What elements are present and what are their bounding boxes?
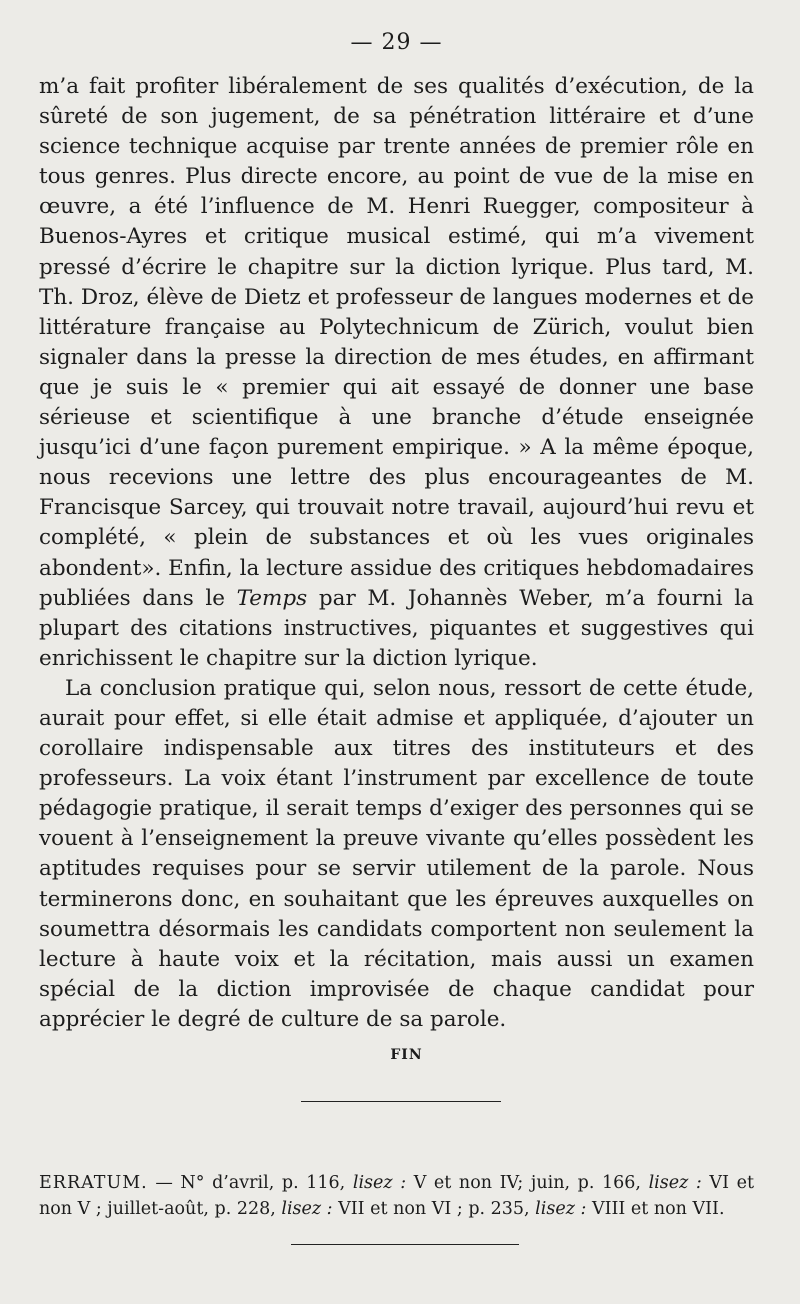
divider-rule: [301, 1101, 501, 1102]
erratum-text-2: V et non IV; juin, p. 166,: [406, 1173, 649, 1193]
paragraph1-text-a: m’a fait profiter libéralement de ses qualités d’exécution, de la sûreté de son jugement, de sa pénétration littéraire et d’une science technique acquise par trente années de premier rôle en tous genres. Plus directe encore, au point de vue de la mise en œuvre, a été l’influence de M. Henri Ruegger, compositeur à Buenos-Ayres et critique musical estimé, qui m’a vivement pressé d’écrire le chapitre sur la diction lyrique. Plus tard, M. Th. Droz, élève de Dietz et professeur de langues modernes et de littérature française au Polytechnicum de Zürich, voulut bien signaler dans la presse la direction de mes études, en affirmant que je suis le « premier qui ait essayé de donner une base sérieuse et scientifique à une branche d’étude enseignée jusqu’ici d’une façon purement empirique. » A la même époque, nous recevions une lettre des plus encourageantes de M. Francisque Sarcey, qui trouvait notre travail, aujourd’hui revu et complété, « plein de substances et où les vues originales abondent». Enfin, la lecture assidue des critiques hebdomadaires publiées dans le: [39, 74, 754, 611]
paragraph1-text-b: par M. Johannès Weber, m’a fourni la plupart des citations instructives, piquantes et suggestives qui enrichissent le chapitre sur la diction lyrique.: [39, 585, 755, 671]
erratum-text-1: — N° d’avril, p. 116,: [147, 1173, 353, 1193]
page-number: — 29 —: [350, 30, 443, 55]
erratum-label: ERRATUM.: [39, 1173, 148, 1193]
erratum-note: [39, 1170, 754, 1222]
erratum-text-5: VIII et non VII.: [586, 1199, 725, 1219]
erratum-text-3: VI et non V ; juillet-août, p. 228,: [39, 1173, 754, 1219]
erratum-text-4: VII et non VI ; p. 235,: [332, 1199, 536, 1219]
erratum-lisez-3: lisez :: [281, 1199, 333, 1219]
paragraph-continuation: [39, 72, 754, 674]
erratum-lisez-2: lisez :: [648, 1173, 702, 1193]
erratum-lisez-1: lisez :: [352, 1173, 407, 1193]
body-text: [39, 72, 754, 1035]
bottom-divider-rule: [291, 1244, 519, 1245]
erratum-lisez-4: lisez :: [535, 1199, 587, 1219]
fin-label: FIN: [390, 1047, 423, 1063]
newspaper-title: Temps: [236, 585, 308, 611]
paragraph-conclusion: La conclusion pratique qui, selon nous, ressort de cette étude, aurait pour effet, si elle était admise et appliquée, d’ajouter un corollaire indispensable aux titres des instituteurs et des professeurs. La voix étant l’instrument par excellence de toute pédagogie pratique, il serait temps d’exiger des personnes qui se vouent à l’enseignement la preuve vivante qu’elles possèdent les aptitudes requises pour se servir utilement de la parole. Nous terminerons donc, en souhaitant que les épreuves auxquelles on soumettra désormais les candidats comportent non seulement la lecture à haute voix et la récitation, mais aussi un examen spécial de la diction improvisée de chaque candidat pour apprécier le degré de culture de sa parole.: [39, 675, 754, 1032]
